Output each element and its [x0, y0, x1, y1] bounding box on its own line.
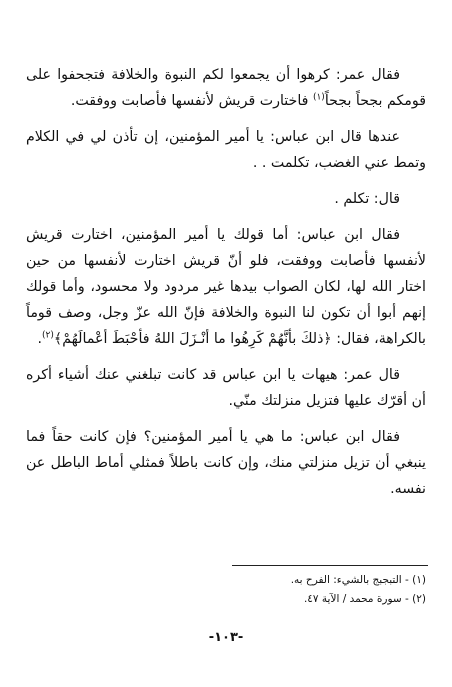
footnotes [26, 571, 426, 609]
footnote-2: (٢) - سورة محمد / الآية ٤٧. [303, 593, 426, 605]
footnote-1: (١) - التبجبج بالشيء: الفرح به. [290, 574, 426, 586]
paragraph-1 [26, 62, 426, 114]
paragraph-4-text: فقال ابن عباس: أما قولك يا أمير المؤمنين، اختارت قريش لأنفسها فأصابت ووفقت، فلو أنّ قريش اختارت لأنفسها من حين اختار الله لها، لكان الصواب بيدها غير مردود ولا محسود، وأما قولك إنهم أبوا أن تكون لنا النبوة والخلافة فإنّ الله عزّ وجل، وصف قوماً بالكراهة، فقال: ﴿ذلكَ بأنَّهُمْ كَرِهُوا ما أنْـزَلَ اللهُ فأحْبَطَ أعْمالَهُمْ﴾ [26, 227, 426, 347]
paragraph-5: قال عمر: هيهات يا ابن عباس قد كانت تبلغني عنك أشياء أكره أن أقرّك عليها فتزيل منزلتك منّي. [26, 367, 426, 409]
main-text [26, 62, 426, 502]
paragraph-3: قال: تكلم . [334, 191, 400, 207]
footnote-ref-2: (٢) [42, 330, 54, 341]
paragraph-1-tail: فاختارت قريش لأنفسها فأصابت ووفقت. [70, 93, 313, 109]
paragraph-2: عندها قال ابن عباس: يا أمير المؤمنين، إن تأذن لي في الكلام وتمط عني الغضب، تكلمت . . [26, 129, 426, 171]
paragraph-4 [26, 222, 426, 352]
paragraph-1-text: فقال عمر: كرهوا أن يجمعوا لكم النبوة والخلافة فتجحفوا على قومكم بجحاً بجحاً [26, 67, 426, 109]
paragraph-4-tail: . [37, 331, 42, 347]
paragraph-6: فقال ابن عباس: ما هي يا أمير المؤمنين؟ فإن كانت حقاً فما ينبغي أن تزيل منزلتي منك، وإن كانت باطلاً فمثلي أماط الباطل عن نفسه. [26, 429, 426, 497]
footnote-divider [232, 565, 428, 566]
footnote-ref-1: (١) [312, 92, 325, 103]
page-number: -١٠٣- [208, 630, 244, 645]
